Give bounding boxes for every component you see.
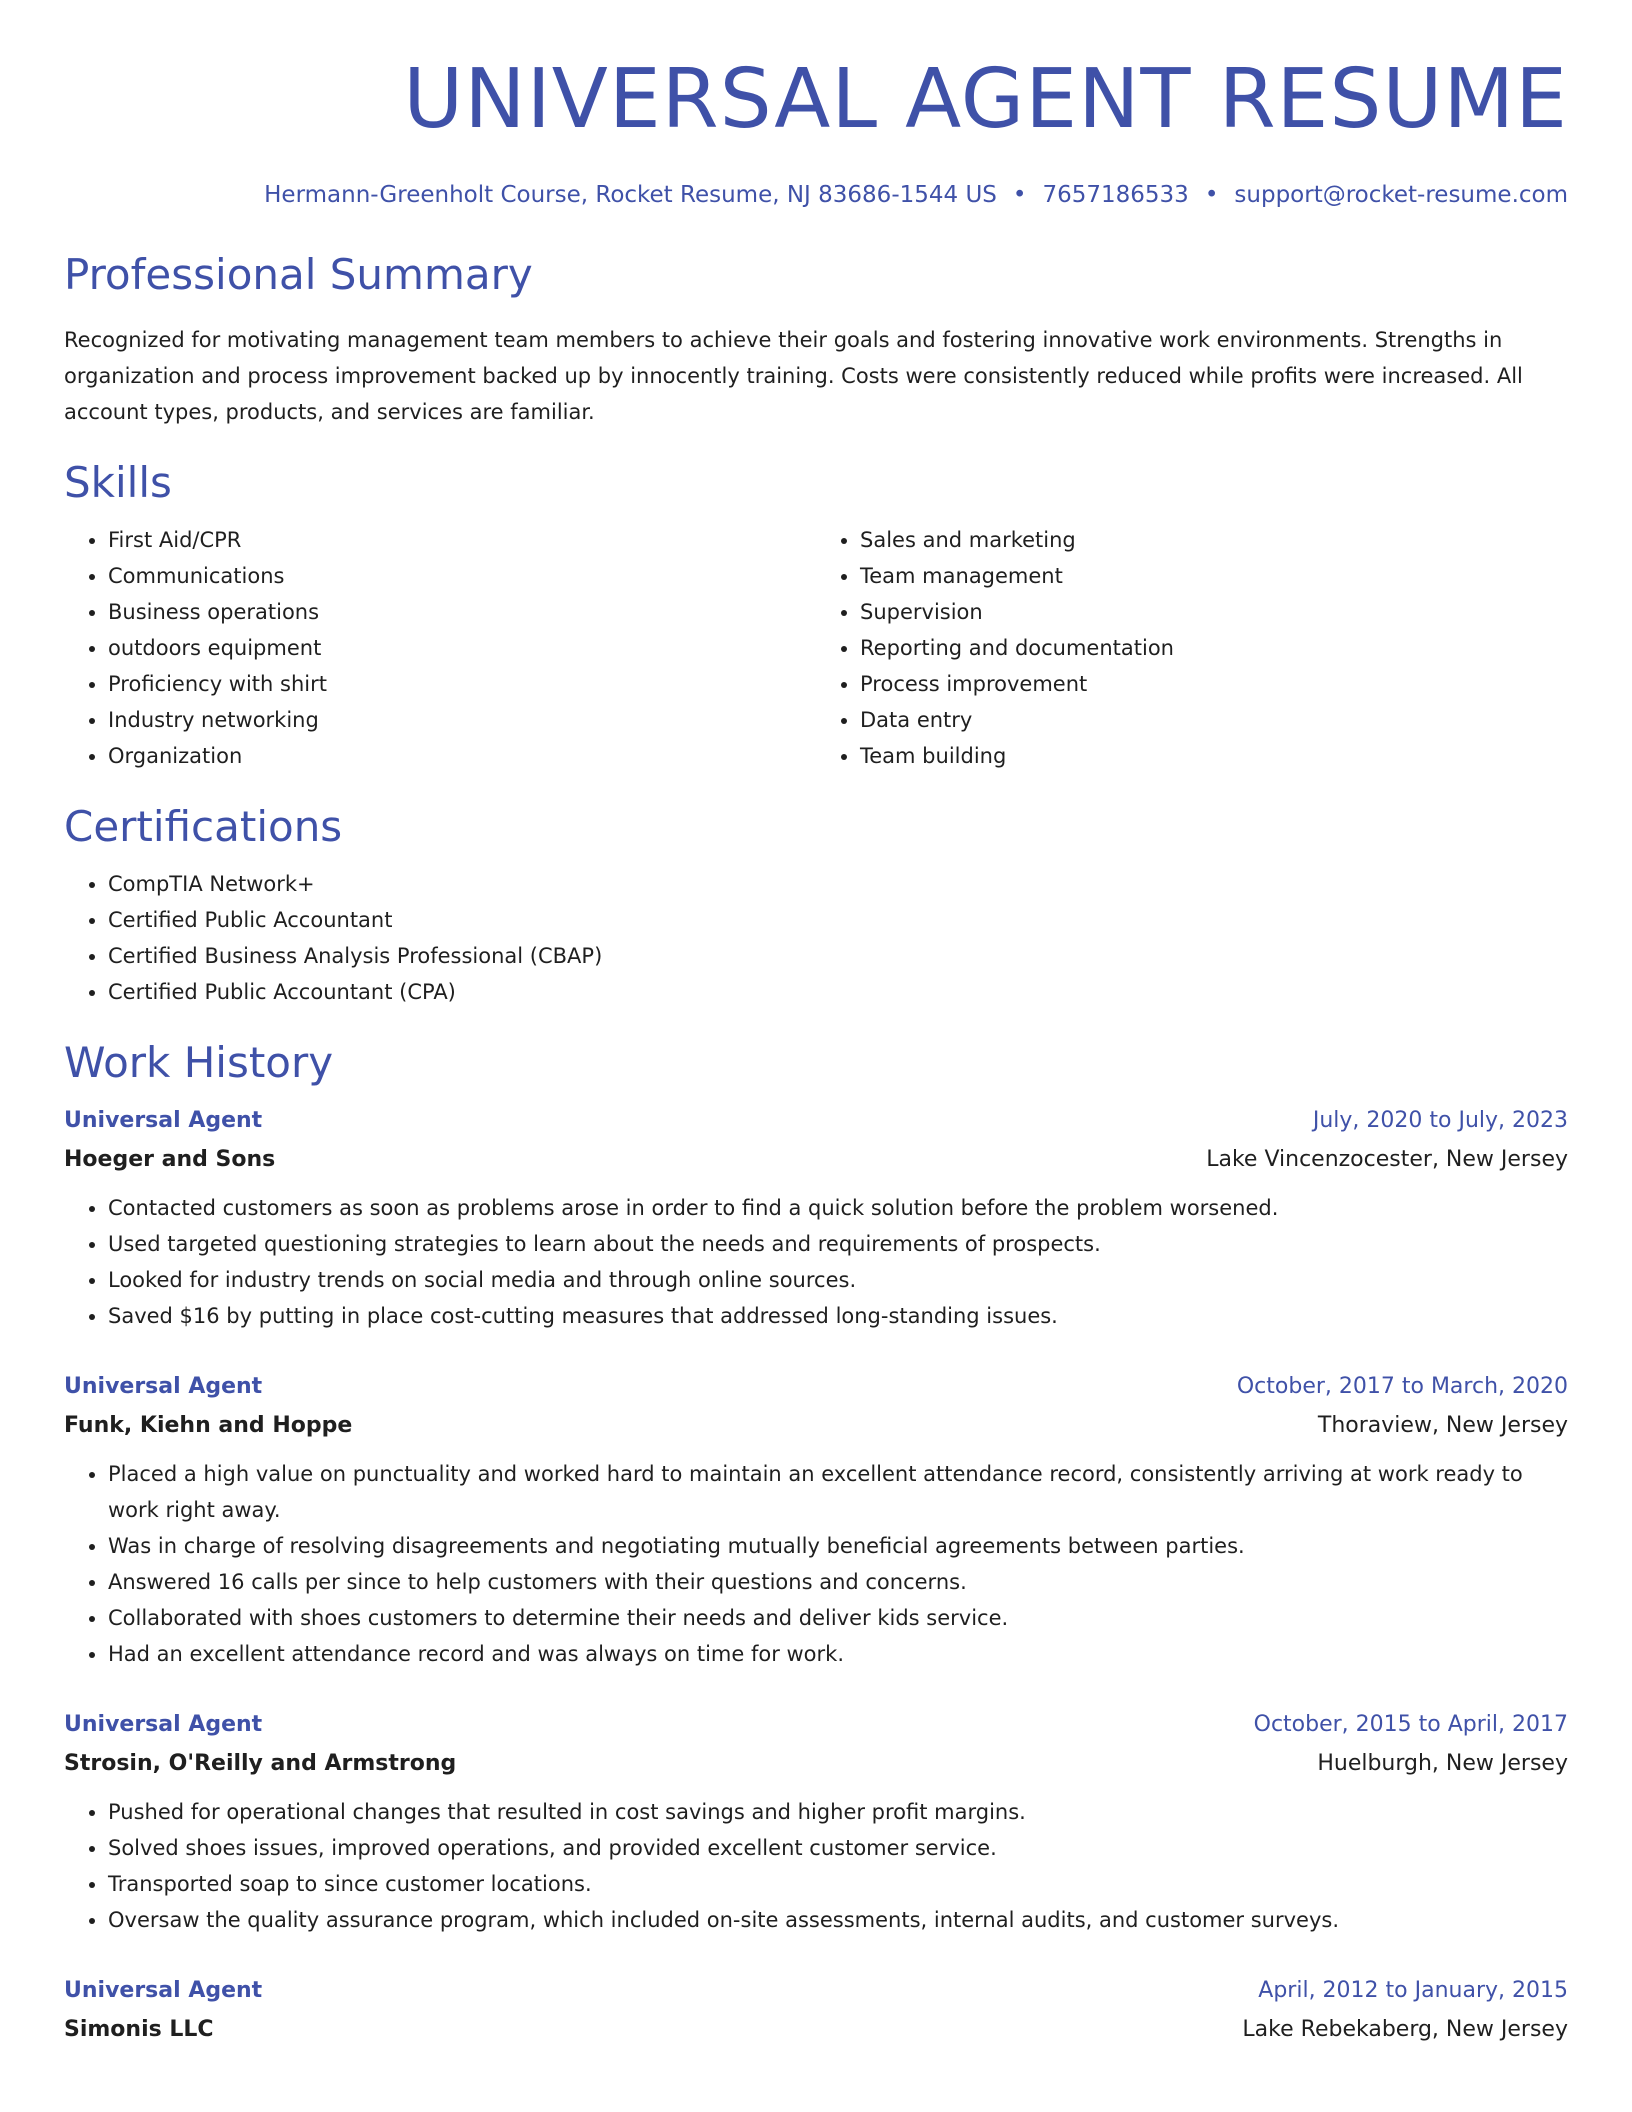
duty-item: • Saved $16 by putting in place cost-cutting measures that addressed long-standing issues.	[108, 1298, 1568, 1334]
job-company-row	[64, 1406, 1568, 1446]
certifications-heading: Certifications	[64, 802, 343, 851]
certification-item: • Certified Business Analysis Professional (CBAP)	[108, 938, 1568, 974]
job-header-row	[64, 1972, 1568, 2010]
skill-item: • Sales and marketing	[860, 522, 1568, 558]
skill-item: • Reporting and documentation	[860, 630, 1568, 666]
job-role: Universal Agent	[64, 1374, 263, 1399]
contact-email: support@rocket-resume.com	[1234, 182, 1568, 208]
summary-heading: Professional Summary	[64, 250, 533, 299]
job-dates: July, 2020 to July, 2023	[1312, 1108, 1568, 1133]
summary-text: Recognized for motivating management team members to achieve their goals and fostering innovative work environments. Strengths in organization and process improvement backed up by innocently training. Costs were consistently reduced while profits were increased. All account types, products, and services are familiar.	[64, 328, 1523, 424]
job-role: Universal Agent	[64, 1712, 263, 1737]
skill-item: • Communications	[108, 558, 816, 594]
job-dates: October, 2017 to March, 2020	[1236, 1374, 1568, 1399]
duty-item: • Oversaw the quality assurance program, which included on-site assessments, internal audits, and customer surveys.	[108, 1902, 1568, 1938]
duty-item: • Used targeted questioning strategies to learn about the needs and requirements of prospects.	[108, 1226, 1568, 1262]
job-header-row	[64, 1102, 1568, 1140]
job-entry	[64, 1706, 1568, 1938]
job-header-row	[64, 1706, 1568, 1744]
contact-separator: •	[1204, 182, 1219, 208]
job-company: Strosin, O'Reilly and Armstrong	[64, 1751, 457, 1776]
duty-item: • Was in charge of resolving disagreements and negotiating mutually beneficial agreements between parties.	[108, 1528, 1568, 1564]
duty-item: • Answered 16 calls per since to help customers with their questions and concerns.	[108, 1564, 1568, 1600]
contact-phone: 7657186533	[1042, 182, 1189, 208]
duty-item: • Placed a high value on punctuality and worked hard to maintain an excellent attendance record, consistently arriving at work ready to work right away.	[108, 1456, 1568, 1528]
duty-item: • Had an excellent attendance record and was always on time for work.	[108, 1636, 1568, 1672]
job-location: Lake Rebekaberg, New Jersey	[1242, 2017, 1568, 2042]
skills-list-left	[64, 522, 816, 774]
duty-item: • Looked for industry trends on social media and through online sources.	[108, 1262, 1568, 1298]
job-duties	[64, 1190, 1568, 1334]
skill-item: • outdoors equipment	[108, 630, 816, 666]
job-location: Thoraview, New Jersey	[1317, 1413, 1568, 1438]
skill-item: • Supervision	[860, 594, 1568, 630]
skill-item: • First Aid/CPR	[108, 522, 816, 558]
certification-item: • CompTIA Network+	[108, 866, 1568, 902]
certification-item: • Certified Public Accountant	[108, 902, 1568, 938]
skill-item: • Data entry	[860, 702, 1568, 738]
job-company: Simonis LLC	[64, 2017, 214, 2042]
job-company: Funk, Kiehn and Hoppe	[64, 1413, 353, 1438]
skills-columns	[64, 522, 1568, 774]
job-role: Universal Agent	[64, 1108, 263, 1133]
job-role: Universal Agent	[64, 1978, 263, 2003]
job-dates: April, 2012 to January, 2015	[1258, 1978, 1568, 2003]
duty-item: • Contacted customers as soon as problems arose in order to find a quick solution before the problem worsened.	[108, 1190, 1568, 1226]
certifications-list	[64, 866, 1568, 1010]
duty-item: • Transported soap to since customer locations.	[108, 1866, 1568, 1902]
skill-item: • Organization	[108, 738, 816, 774]
duty-item: • Collaborated with shoes customers to determine their needs and deliver kids service.	[108, 1600, 1568, 1636]
job-company-row	[64, 1140, 1568, 1180]
job-duties	[64, 1456, 1568, 1672]
certification-item: • Certified Public Accountant (CPA)	[108, 974, 1568, 1010]
skill-item: • Team building	[860, 738, 1568, 774]
skills-heading: Skills	[64, 458, 172, 507]
contact-address: Hermann-Greenholt Course, Rocket Resume, NJ 83686-1544 US	[264, 182, 997, 208]
skill-item: • Business operations	[108, 594, 816, 630]
job-company-row	[64, 2010, 1568, 2050]
job-duties	[64, 1794, 1568, 1938]
contact-separator: •	[1012, 182, 1027, 208]
job-company: Hoeger and Sons	[64, 1147, 276, 1172]
duty-item: • Pushed for operational changes that resulted in cost savings and higher profit margins.	[108, 1794, 1568, 1830]
job-entry	[64, 1368, 1568, 1672]
resume-title: UNIVERSAL AGENT RESUME	[403, 52, 1568, 147]
skills-list-right	[816, 522, 1568, 774]
job-location: Huelburgh, New Jersey	[1317, 1751, 1568, 1776]
contact-line	[64, 180, 1568, 210]
job-entry	[64, 1102, 1568, 1334]
job-header-row	[64, 1368, 1568, 1406]
job-location: Lake Vincenzocester, New Jersey	[1206, 1147, 1568, 1172]
duty-item: • Solved shoes issues, improved operations, and provided excellent customer service.	[108, 1830, 1568, 1866]
job-entry	[64, 1972, 1568, 2050]
skill-item: • Industry networking	[108, 702, 816, 738]
job-company-row	[64, 1744, 1568, 1784]
work-history-heading: Work History	[64, 1038, 334, 1087]
skill-item: • Team management	[860, 558, 1568, 594]
skill-item: • Process improvement	[860, 666, 1568, 702]
skill-item: • Proficiency with shirt	[108, 666, 816, 702]
job-dates: October, 2015 to April, 2017	[1253, 1712, 1568, 1737]
